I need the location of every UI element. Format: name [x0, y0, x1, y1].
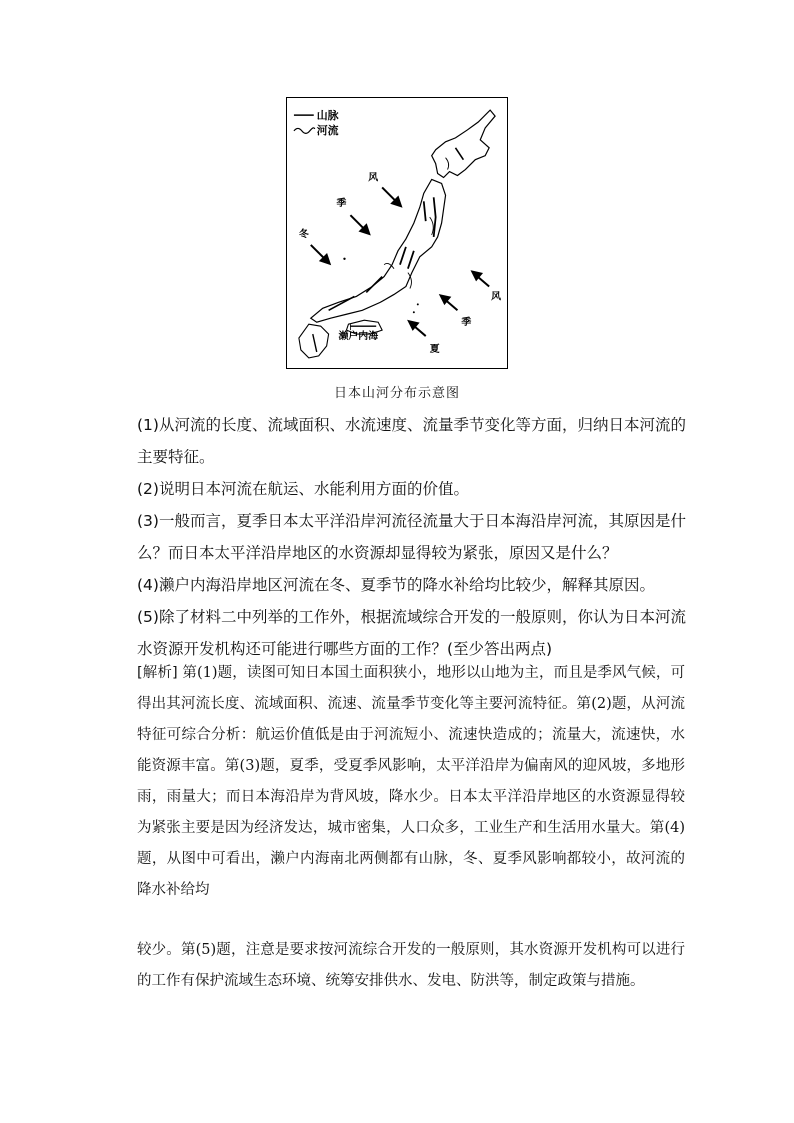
question-4-text: (4)濑户内海沿岸地区河流在冬、夏季节的降水补给均比较少，解释其原因。	[137, 576, 655, 594]
question-5	[137, 601, 687, 665]
sado-island	[343, 258, 345, 260]
winter-monsoon-char-1: 风	[368, 172, 379, 184]
question-2	[137, 473, 687, 505]
question-1-text: (1)从河流的长度、流域面积、水流速度、流量季节变化等方面，归纳日本河流的主要特征。	[137, 416, 686, 466]
question-4	[137, 569, 687, 601]
winter-monsoon-char-3: 冬	[298, 228, 309, 240]
legend-mountain-label: 山脉	[316, 109, 339, 123]
question-5-text: (5)除了材料二中列举的工作外，根据流域综合开发的一般原则，你认为日本河流水资源开发机构还可能进行哪些方面的工作？(至少答出两点)	[137, 608, 686, 658]
winter-monsoon-char-2: 季	[336, 198, 347, 210]
japan-map-figure	[286, 97, 508, 369]
summer-monsoon-char-3: 夏	[429, 343, 440, 355]
hokkaido-island	[432, 110, 495, 177]
winter-monsoon-arrows	[311, 187, 401, 263]
legend-river-line	[294, 128, 315, 134]
summer-monsoon-char-1: 风	[491, 291, 502, 303]
analysis-text-part2: 较少。第(5)题，注意是要求按河流综合开发的一般原则，其水资源开发机构可以进行的工作有保护流域生态环境、统筹安排供水、发电、防洪等，制定政策与措施。	[137, 942, 685, 989]
legend-river-label: 河流	[316, 123, 339, 137]
izu-island-2	[413, 311, 415, 313]
inland-sea-label: 濑户内海	[338, 331, 379, 343]
japan-map-svg	[287, 98, 507, 368]
analysis-text-part1: 第(1)题，读图可知日本国土面积狭小，地形以山地为主，而且是季风气候，可得出其河流长度、流域面积、流速、流量季节变化等主要河流特征。第(2)题，从河流特征可综合分析：航运价值低是由于河流短小、流速快造成的；流量大，流速快，水能资源丰富。第(3)题，夏季，受夏季风影响，太平洋沿岸为偏南风的迎风坡，多地形雨，雨量大；而日本海沿岸为背风坡，降水少。日本太平洋沿岸地区的水资源显得较为紧张主要是因为经济发达，城市密集，人口众多，工业生产和生活用水量大。第(4)题，从图中可看出，濑户内海南北两侧都有山脉，冬、夏季风影响都较小，故河流的降水补给均	[137, 665, 685, 898]
analysis-continued	[137, 935, 685, 997]
question-2-text: (2)说明日本河流在航运、水能利用方面的价值。	[137, 480, 469, 498]
izu-island-1	[417, 303, 419, 305]
honshu-island	[311, 179, 446, 322]
analysis-block	[137, 658, 685, 906]
question-3-text: (3)一般而言，夏季日本太平洋沿岸河流径流量大于日本海沿岸河流，其原因是什么？而日本太平洋沿岸地区的水资源却显得较为紧张，原因又是什么？	[137, 512, 686, 562]
summer-monsoon-arrows	[409, 272, 489, 336]
figure-caption: 日本山河分布示意图	[333, 386, 460, 401]
summer-monsoon-char-2: 季	[461, 317, 472, 329]
question-1	[137, 409, 687, 473]
analysis-tag: [解析]	[137, 665, 178, 681]
question-3	[137, 505, 687, 569]
